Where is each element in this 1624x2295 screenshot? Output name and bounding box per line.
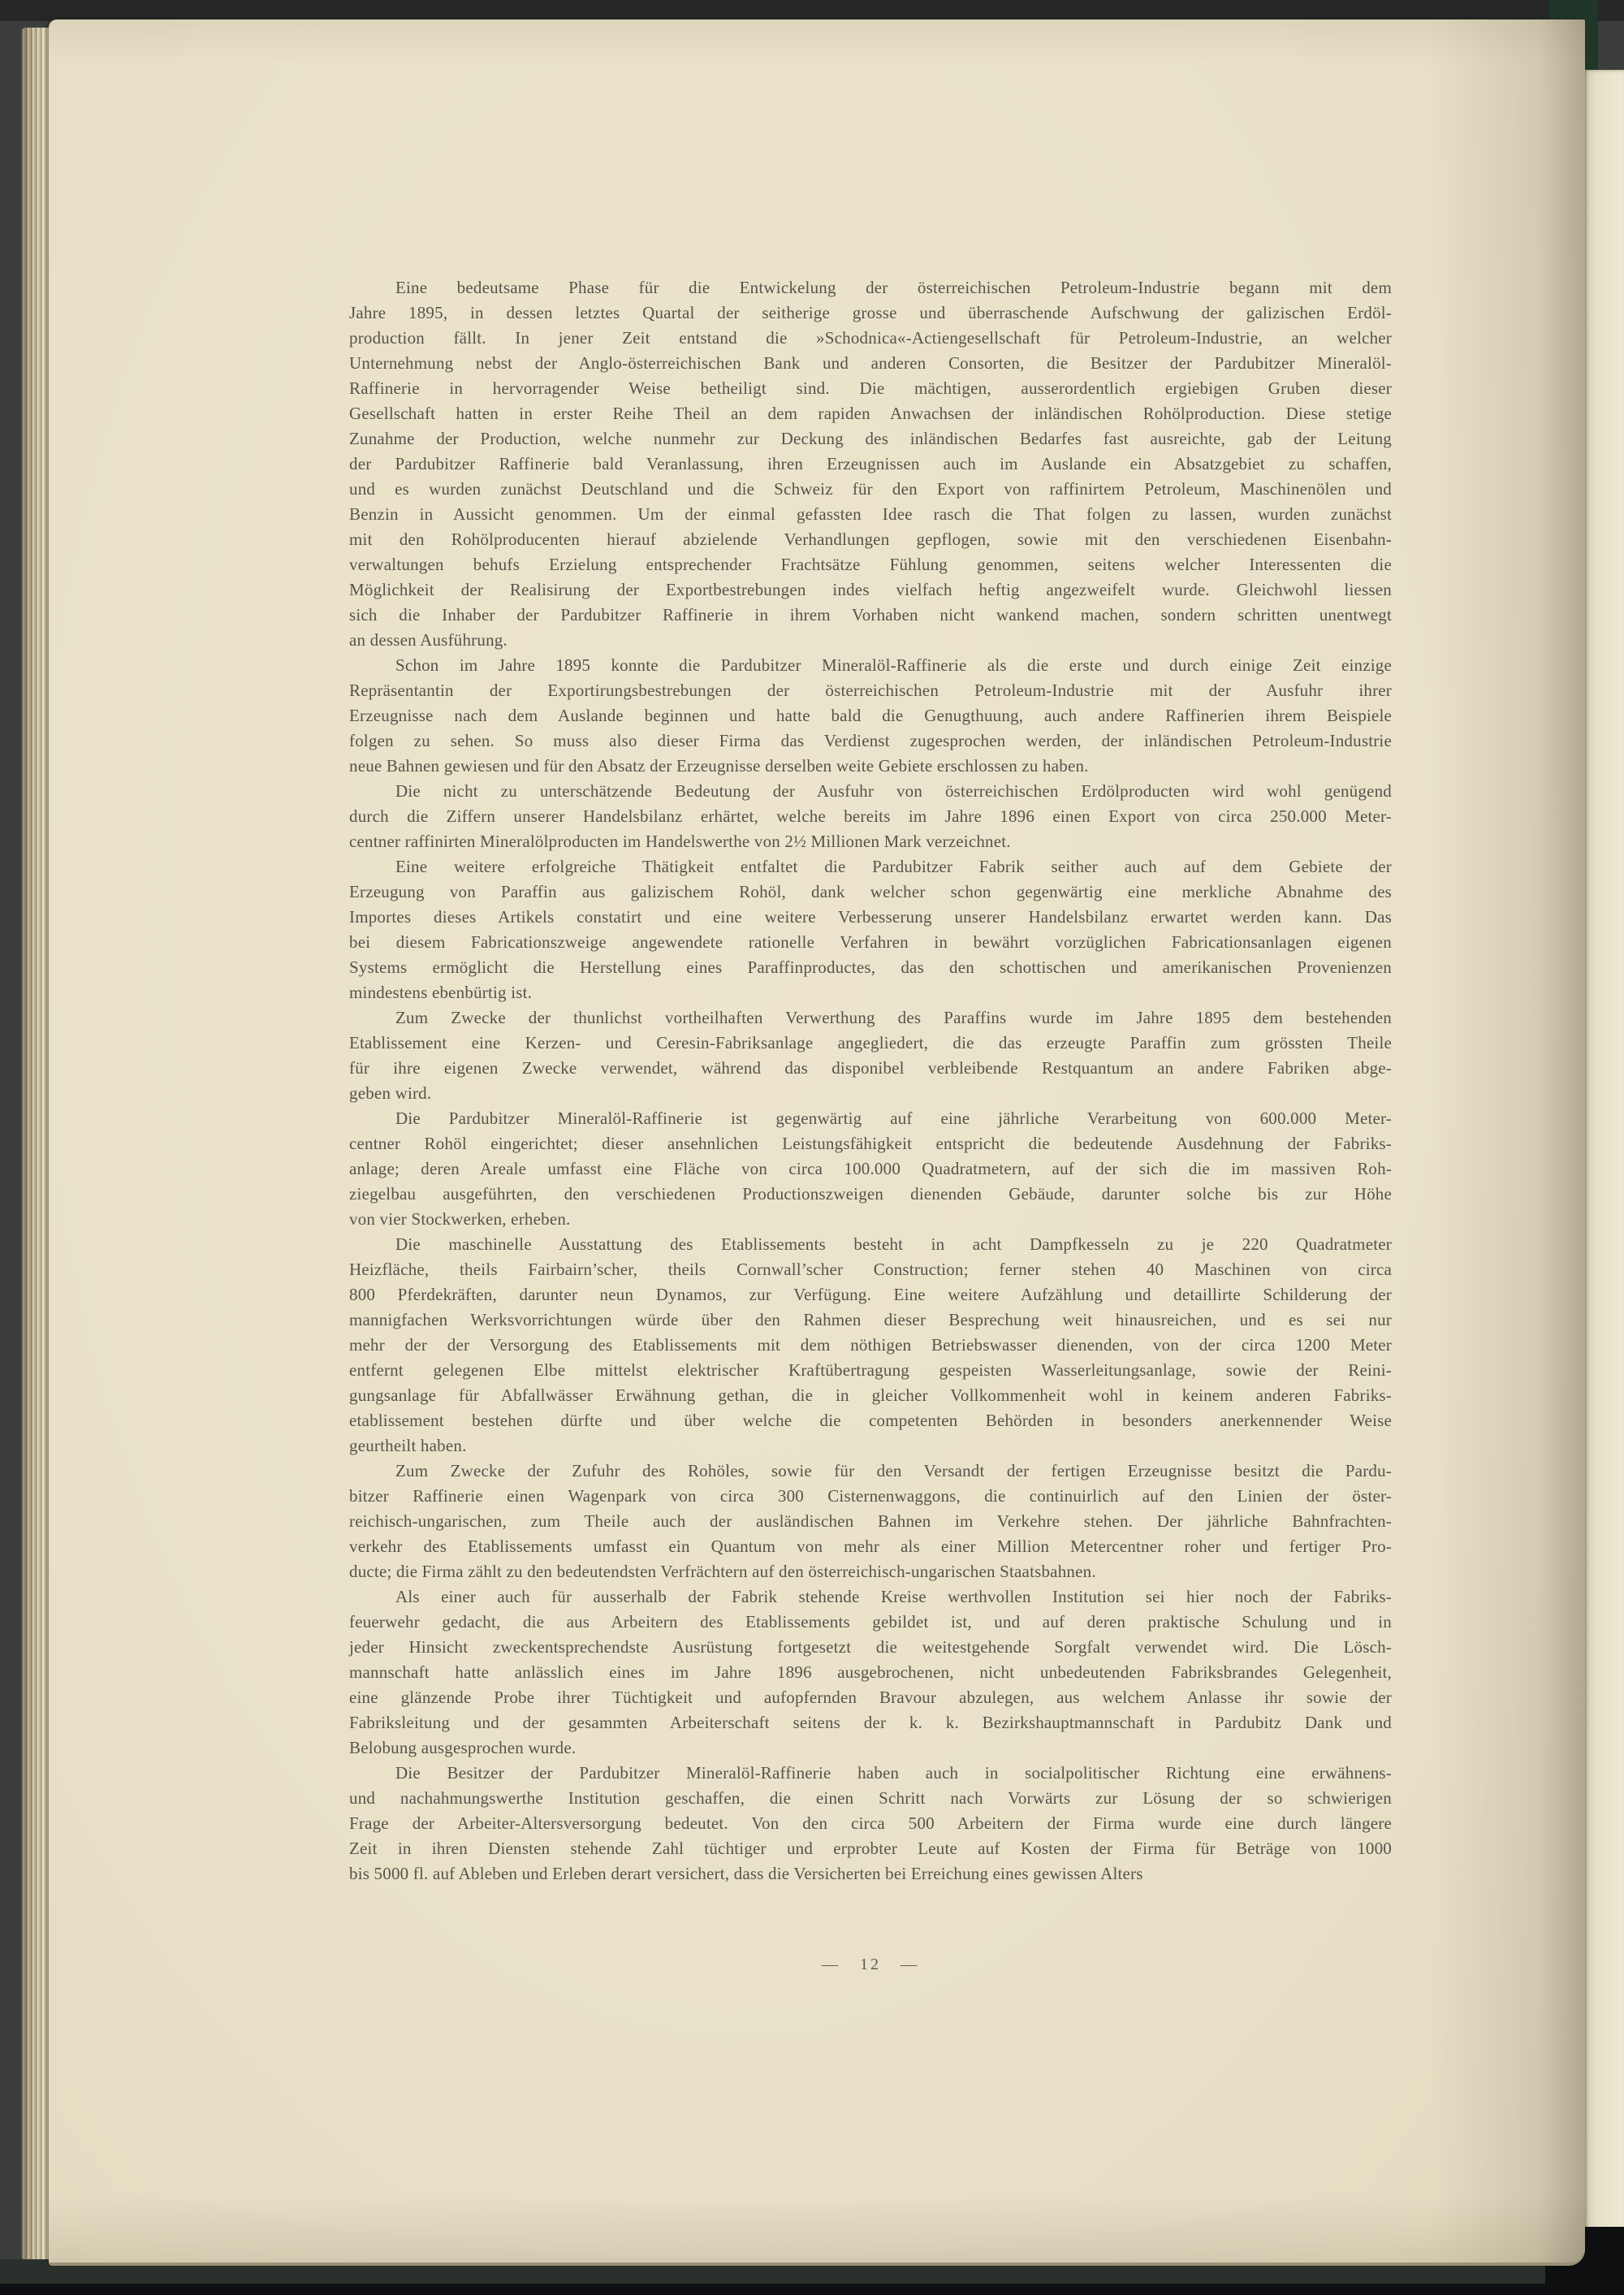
text-line: centner Rohöl eingerichtet; dieser ansehnlichen Leistungsfähigkeit entspricht die bedeutende Ausdehnung der Fabriks- <box>349 1134 1392 1153</box>
text-line: 800 Pferdekräften, darunter neun Dynamos, zur Verfügung. Eine weitere Aufzählung und detaillirte Schilderung der <box>349 1285 1392 1304</box>
text-line: reichisch-ungarischen, zum Theile auch der ausländischen Bahnen im Verkehre stehen. Der jährliche Bahnfrachten- <box>349 1511 1392 1531</box>
text-line: bis 5000 fl. auf Ableben und Erleben derart versichert, dass die Versicherten bei Erreichung eines gewissen Alters <box>349 1864 1143 1883</box>
paragraph <box>349 1761 1392 1887</box>
paragraph <box>349 1584 1392 1761</box>
text-line: Erzeugung von Paraffin aus galizischem Rohöl, dank welcher schon gegenwärtig eine merkliche Abnahme des <box>349 882 1392 901</box>
text-line: sich die Inhaber der Pardubitzer Raffinerie in ihrem Vorhaben nicht wankend machen, sondern schritten unentwegt <box>349 605 1392 625</box>
text-line: ducte; die Firma zählt zu den bedeutendsten Verfrächtern auf den österreichisch-ungarischen Staatsbahnen. <box>349 1562 1096 1581</box>
paragraph <box>349 275 1392 653</box>
text-line: neue Bahnen gewiesen und für den Absatz der Erzeugnisse derselben weite Gebiete erschlossen zu haben. <box>349 756 1089 776</box>
text-line: Raffinerie in hervorragender Weise betheiligt sind. Die mächtigen, ausserordentlich ergiebigen Gruben dieser <box>349 378 1392 398</box>
text-line: verkehr des Etablissements umfasst ein Quantum von mehr als einer Million Metercentner roher und fertiger Pro- <box>349 1536 1392 1556</box>
paragraph <box>349 1232 1392 1459</box>
text-line: bei diesem Fabricationszweige angewendete rationelle Verfahren in bewährt vorzüglichen Fabricationsanlagen eigenen <box>349 932 1392 952</box>
text-line: Frage der Arbeiter-Altersversorgung bedeutet. Von den circa 500 Arbeitern der Firma wurde eine durch längere <box>349 1813 1392 1833</box>
text-line: Systems ermöglicht die Herstellung eines Paraffinproductes, das den schottischen und amerikanischen Provenienzen <box>349 957 1392 977</box>
text-line: gungsanlage für Abfallwässer Erwähnung gethan, die in gleicher Vollkommenheit wohl in keinem anderen Fabriks- <box>349 1385 1392 1405</box>
text-line: eine glänzende Probe ihrer Tüchtigkeit und aufopfernden Bravour abzulegen, aus welchem Anlasse ihr sowie der <box>349 1688 1392 1707</box>
text-line: Die Pardubitzer Mineralöl-Raffinerie ist gegenwärtig auf eine jährliche Verarbeitung von 600.000 Meter- <box>395 1109 1392 1128</box>
text-line: Importes dieses Artikels constatirt und eine weitere Verbesserung unserer Handelsbilanz erwartet werden kann. Das <box>349 907 1392 927</box>
text-line: Möglichkeit der Realisirung der Exportbestrebungen indes vielfach heftig angezweifelt wurde. Gleichwohl liessen <box>349 580 1392 599</box>
text-line: Repräsentantin der Exportirungsbestrebungen der österreichischen Petroleum-Industrie mit der Ausfuhr ihrer <box>349 681 1392 700</box>
text-line: bitzer Raffinerie einen Wagenpark von circa 300 Cisternenwaggons, die continuirlich auf den Linien der öster- <box>349 1486 1392 1506</box>
text-line: Unternehmung nebst der Anglo-österreichischen Bank und anderen Consorten, die Besitzer der Pardubitzer Mineralöl- <box>349 353 1392 373</box>
text-line: Fabriksleitung und der gesammten Arbeiterschaft seitens der k. k. Bezirkshauptmannschaft in Pardubitz Dank und <box>349 1713 1392 1732</box>
text-line: Die maschinelle Ausstattung des Etablissements besteht in acht Dampfkesseln zu je 220 Quadratmeter <box>395 1234 1392 1254</box>
text-line: mindestens ebenbürtig ist. <box>349 983 533 1002</box>
text-line: an dessen Ausführung. <box>349 630 508 650</box>
text-line: verwaltungen behufs Erzielung entsprechender Frachtsätze Fühlung genommen, seitens welcher Interessenten die <box>349 555 1392 574</box>
text-line: Zeit in ihren Diensten stehende Zahl tüchtiger und erprobter Leute auf Kosten der Firma für Beträge von 1000 <box>349 1839 1392 1858</box>
text-line: Die nicht zu unterschätzende Bedeutung der Ausfuhr von österreichischen Erdölproducten wird wohl genügend <box>395 781 1392 801</box>
text-line: Heizfläche, theils Fairbairn’scher, theils Cornwall’scher Construction; ferner stehen 40 Maschinen von circa <box>349 1260 1392 1279</box>
text-line: Schon im Jahre 1895 konnte die Pardubitzer Mineralöl-Raffinerie als die erste und durch einige Zeit einzige <box>395 655 1392 675</box>
paragraph <box>349 653 1392 779</box>
text-line: Benzin in Aussicht genommen. Um der einmal gefassten Idee rasch die That folgen zu lassen, wurden zunächst <box>349 504 1392 524</box>
text-line: Zunahme der Production, welche nunmehr zur Deckung des inländischen Bedarfes fast ausreichte, gab der Leitung <box>349 429 1392 448</box>
text-line: Als einer auch für ausserhalb der Fabrik stehende Kreise werthvollen Institution sei hier noch der Fabriks- <box>395 1587 1392 1606</box>
text-line: centner raffinirten Mineralölproducten im Handelswerthe von 2½ Millionen Mark verzeichnet. <box>349 832 1011 851</box>
text-line: und nachahmungswerthe Institution geschaffen, die einen Schritt nach Vorwärts zur Lösung der so schwierigen <box>349 1788 1392 1808</box>
text-line: der Pardubitzer Raffinerie bald Veranlassung, ihren Erzeugnissen auch im Auslande ein Absatzgebiet zu schaffen, <box>349 454 1392 473</box>
page-number: — 12 — <box>822 1956 919 1973</box>
text-line: mannschaft hatte anlässlich eines im Jahre 1896 ausgebrochenen, nicht unbedeutenden Fabriksbrandes Gelegenheit, <box>349 1662 1392 1682</box>
paragraph <box>349 1005 1392 1106</box>
paragraph <box>349 1459 1392 1584</box>
text-line: Gesellschaft hatten in erster Reihe Theil an dem rapiden Anwachsen der inländischen Rohölproduction. Diese stetige <box>349 404 1392 423</box>
text-line: Eine bedeutsame Phase für die Entwickelung der österreichischen Petroleum-Industrie begann mit dem <box>395 278 1392 297</box>
text-line: geurtheilt haben. <box>349 1436 467 1455</box>
text-line: Zum Zwecke der Zufuhr des Rohöles, sowie für den Versandt der fertigen Erzeugnisse besitzt die Pardu- <box>395 1461 1392 1480</box>
text-line: Zum Zwecke der thunlichst vortheilhaften Verwerthung des Paraffins wurde im Jahre 1895 dem bestehenden <box>395 1008 1392 1027</box>
text-line: entfernt gelegenen Elbe mittelst elektrischer Kraftübertragung gespeisten Wasserleitungsanlage, sowie der Reini- <box>349 1360 1392 1380</box>
photo-top-shadow <box>0 0 1624 21</box>
text-line: für ihre eigenen Zwecke verwendet, während das disponibel verbleibende Restquantum an andere Fabriken abge- <box>349 1058 1392 1078</box>
next-page-fore-edge <box>1583 70 1624 2253</box>
text-line: anlage; deren Areale umfasst eine Fläche von circa 100.000 Quadratmetern, auf der sich die im massiven Roh- <box>349 1159 1392 1178</box>
scanned-page <box>49 19 1585 2266</box>
text-block <box>349 275 1392 1887</box>
text-line: Belobung ausgesprochen wurde. <box>349 1738 577 1757</box>
paragraph <box>349 779 1392 854</box>
text-line: feuerwehr gedacht, die aus Arbeitern des Etablissements gebildet ist, und auf deren praktische Schulung und in <box>349 1612 1392 1632</box>
text-line: mannigfachen Werksvorrichtungen würde über den Rahmen dieser Besprechung weit hinausreichen, und es sei nur <box>349 1310 1392 1329</box>
text-line: durch die Ziffern unserer Handelsbilanz erhärtet, welche bereits im Jahre 1896 einen Export von circa 250.000 Meter- <box>349 806 1392 826</box>
text-line: mehr der der Versorgung des Etablissements mit dem nöthigen Betriebswasser dienenden, von der circa 1200 Meter <box>349 1335 1392 1355</box>
text-line: folgen zu sehen. So muss also dieser Firma das Verdienst zugesprochen werden, der inländischen Petroleum-Industrie <box>349 731 1392 750</box>
paragraph <box>349 854 1392 1005</box>
text-line: geben wird. <box>349 1083 432 1103</box>
text-line: production fällt. In jener Zeit entstand die »Schodnica«-Actiengesellschaft für Petroleum-Industrie, an welcher <box>349 328 1392 348</box>
text-line: Etablissement eine Kerzen- und Ceresin-Fabriksanlage angegliedert, die das erzeugte Paraffin zum grössten Theile <box>349 1033 1392 1052</box>
paragraph <box>349 1106 1392 1232</box>
text-line: ziegelbau ausgeführten, den verschiedenen Productionszweigen dienenden Gebäude, darunter solche bis zur Höhe <box>349 1184 1392 1204</box>
text-line: Jahre 1895, in dessen letztes Quartal der seitherige grosse und überraschende Aufschwung der galizischen Erdöl- <box>349 303 1392 322</box>
photo-bottom-shadow <box>0 2284 1624 2295</box>
text-line: Die Besitzer der Pardubitzer Mineralöl-Raffinerie haben auch in socialpolitischer Richtung eine erwähnens- <box>395 1763 1392 1783</box>
text-line: und es wurden zunächst Deutschland und die Schweiz für den Export von raffinirtem Petroleum, Maschinenölen und <box>349 479 1392 499</box>
text-line: jeder Hinsicht zweckentsprechendste Ausrüstung fortgesetzt die weitestgehende Sorgfalt verwendet wird. Die Lösch- <box>349 1637 1392 1657</box>
text-line: etablissement bestehen dürfte und über welche die competenten Behörden in besonders anerkennender Weise <box>349 1411 1392 1430</box>
text-line: mit den Rohölproducenten hierauf abzielende Verhandlungen gepflogen, sowie mit den verschiedenen Eisenbahn- <box>349 529 1392 549</box>
text-line: von vier Stockwerken, erheben. <box>349 1209 571 1229</box>
text-line: Eine weitere erfolgreiche Thätigkeit entfaltet die Pardubitzer Fabrik seither auch auf dem Gebiete der <box>395 857 1392 876</box>
text-line: Erzeugnisse nach dem Auslande beginnen und hatte bald die Genugthuung, auch andere Raffinerien ihrem Beispiele <box>349 706 1392 725</box>
